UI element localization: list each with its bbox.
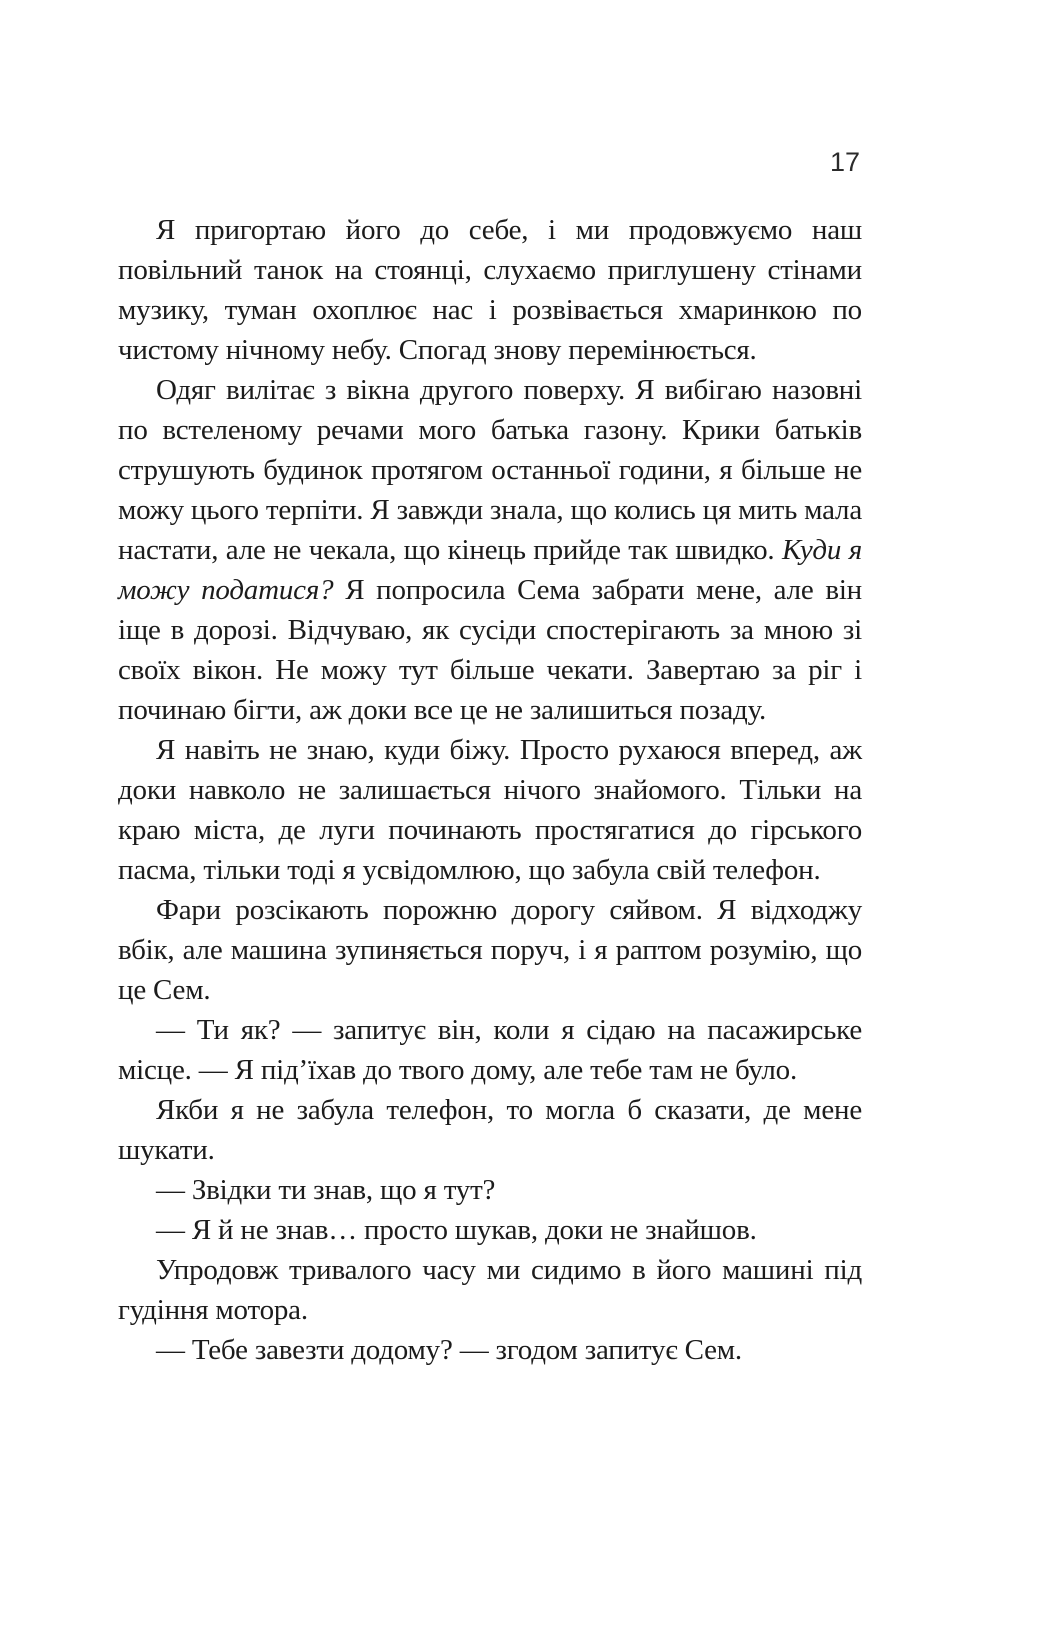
page-number: 17	[829, 147, 860, 177]
paragraph	[118, 1090, 862, 1170]
paragraph-text: — Звідки ти знав, що я тут?	[156, 1174, 496, 1206]
paragraph	[118, 1250, 862, 1330]
paragraph-italic-text: Куди я можу податися?	[118, 534, 862, 606]
paragraph-text: — Я й не знав… просто шукав, доки не знайшов.	[156, 1214, 757, 1246]
paragraph	[118, 1170, 862, 1210]
paragraph-text: Я пригортаю його до себе, і ми продовжуємо наш повільний танок на стоянці, слухаємо приглушену стінами музику, туман охоплює нас і розвівається хмаринкою по чистому нічному небу. Спогад знову перемінюється.	[118, 214, 862, 366]
paragraph-text: Якби я не забула телефон, то могла б сказати, де мене шукати.	[118, 1094, 862, 1166]
paragraph-text: Я попросила Сема забрати мене, але він іще в дорозі. Відчуваю, як сусіди спостерігають за мною зі своїх вікон. Не можу тут більше чекати. Завертаю за ріг і починаю бігти, аж доки все це не залишиться позаду.	[118, 574, 862, 726]
paragraph	[118, 370, 862, 730]
paragraph	[118, 1330, 862, 1370]
paragraph	[118, 1010, 862, 1090]
paragraph-text: Я навіть не знаю, куди біжу. Просто рухаюся вперед, аж доки навколо не залишається нічого знайомого. Тільки на краю міста, де луги починають простягатися до гірського пасма, тільки тоді я усвідомлюю, що забула свій телефон.	[118, 734, 862, 886]
paragraph-text: Одяг вилітає з вікна другого поверху. Я вибігаю назовні по встеленому речами мого батька газону. Крики батьків струшують будинок протягом останньої години, я більше не можу цього терпіти. Я завжди знала, що колись ця мить мала настати, але не чекала, що кінець прийде так швидко.	[118, 374, 862, 566]
paragraph-text: Фари розсікають порожню дорогу сяйвом. Я відходжу вбік, але машина зупиняється поруч, і я раптом розумію, що це Сем.	[118, 894, 862, 1006]
paragraph-text: Упродовж тривалого часу ми сидимо в його машині під гудіння мотора.	[118, 1254, 862, 1326]
paragraph	[118, 1210, 862, 1250]
paragraph-text: — Тебе завезти додому? — згодом запитує Сем.	[156, 1334, 742, 1366]
paragraph	[118, 890, 862, 1010]
paragraph-text: — Ти як? — запитує він, коли я сідаю на пасажирське місце. — Я підʼїхав до твого дому, але тебе там не було.	[118, 1014, 862, 1086]
paragraph	[118, 210, 862, 370]
paragraph	[118, 730, 862, 890]
text-block	[118, 210, 862, 1370]
